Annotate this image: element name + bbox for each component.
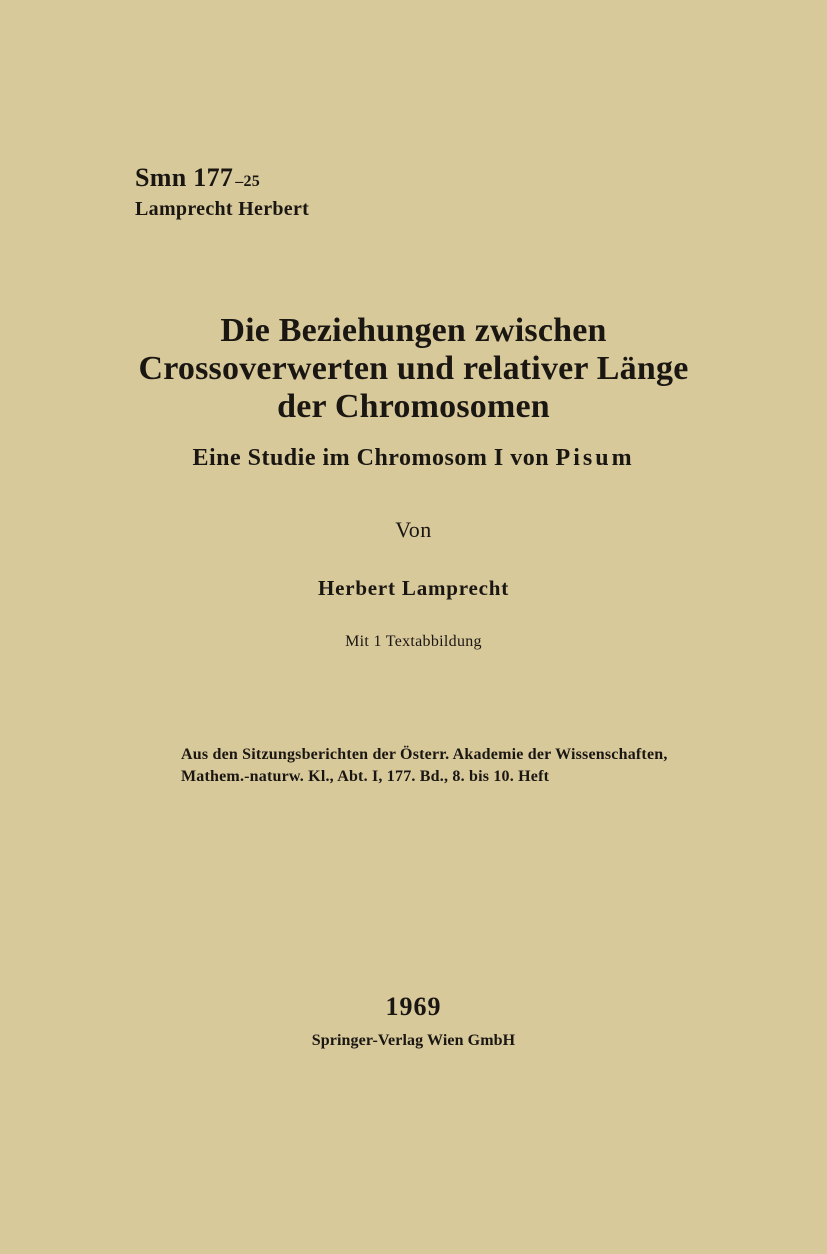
source-citation (181, 744, 668, 788)
series-label: Smn 177 (135, 163, 234, 192)
title-line-3: der Chromosomen (277, 388, 550, 425)
source-line-2: Mathem.-naturw. Kl., Abt. I, 177. Bd., 8. bis 10. Heft (181, 768, 550, 785)
author-name: Herbert Lamprecht (317, 576, 510, 600)
subtitle-prefix: Eine Studie im Chromosom I von (192, 445, 550, 471)
source-line-1: Aus den Sitzungsberichten der Österr. Akademie der Wissenschaften, (181, 746, 668, 763)
subtitle (0, 445, 827, 472)
series-number (135, 163, 260, 193)
figures-note: Mit 1 Textabbildung (345, 633, 482, 650)
by-label: Von (395, 517, 432, 542)
series-author: Lamprecht Herbert (135, 198, 310, 220)
publication-year: 1969 (385, 992, 442, 1021)
publisher-name: Springer-Verlag Wien GmbH (311, 1032, 516, 1049)
title-line-1: Die Beziehungen zwischen (220, 312, 607, 349)
subtitle-genus: Pisum (555, 445, 635, 471)
series-code: –25 (235, 173, 261, 190)
title-line-2: Crossoverwerten und relativer Länge (138, 350, 689, 387)
